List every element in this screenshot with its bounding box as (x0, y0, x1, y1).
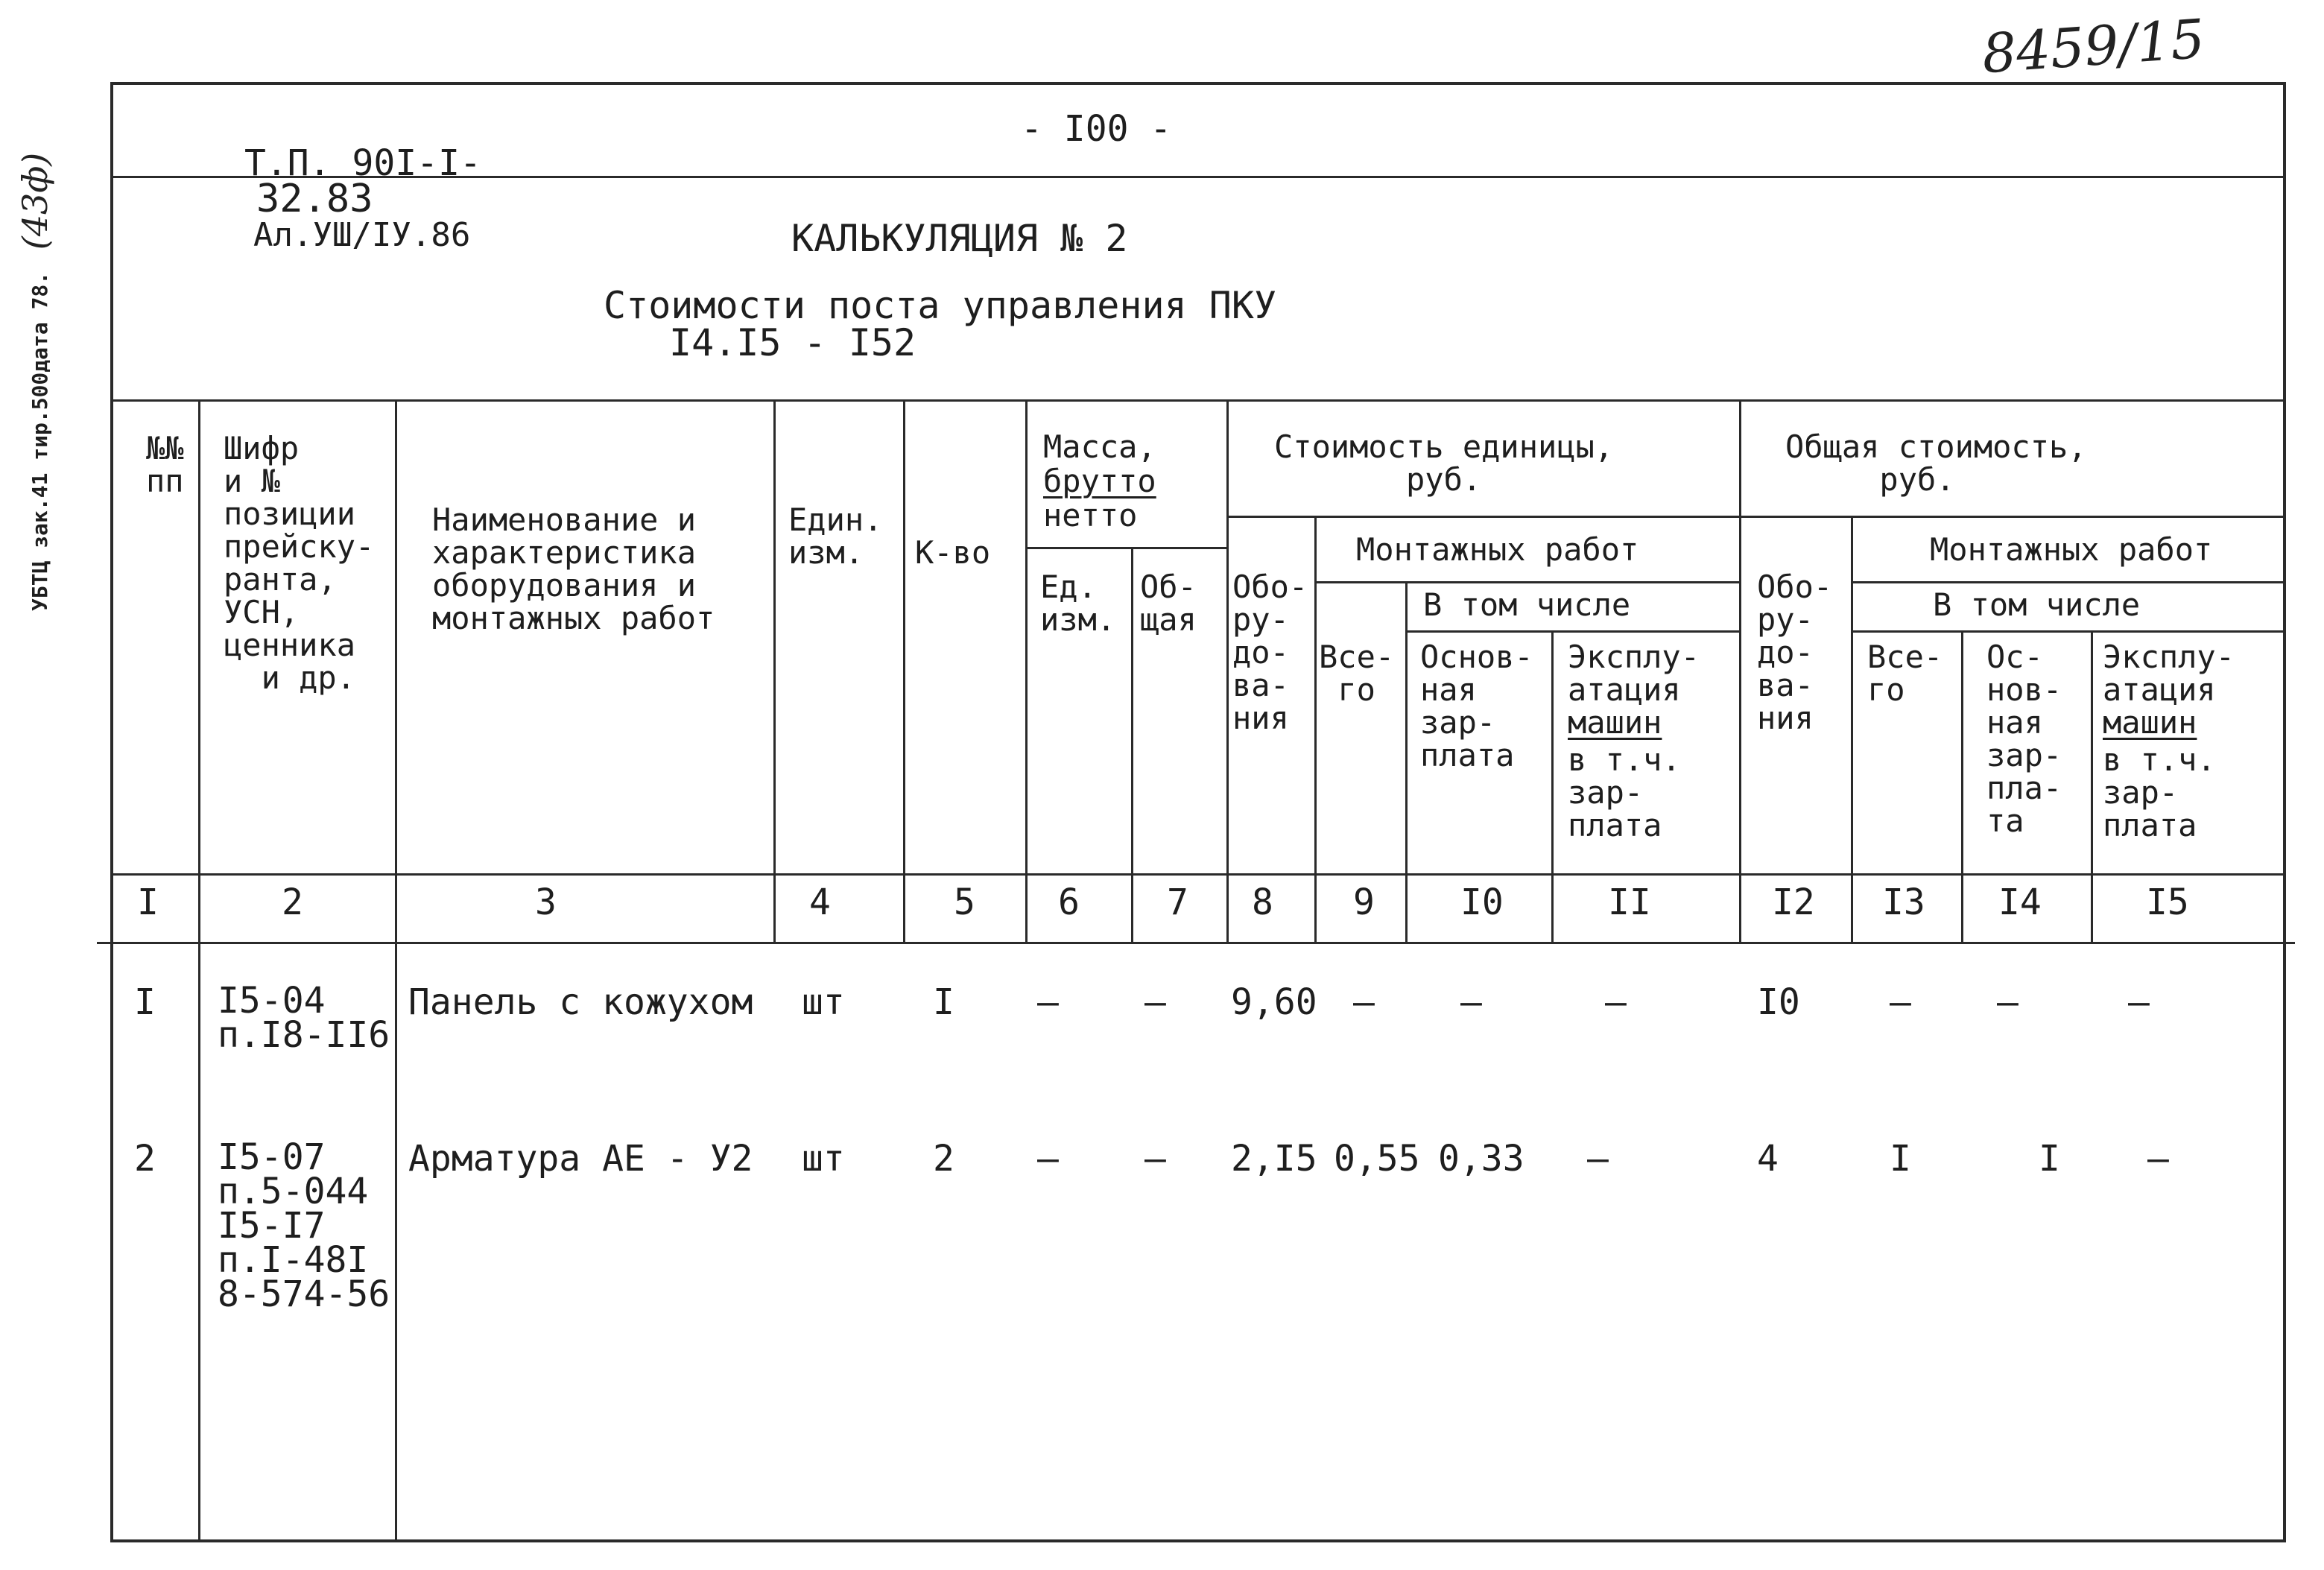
header-divider (110, 176, 2286, 178)
unit-incl-subline (1405, 630, 1739, 633)
row1-mont-total: – (1353, 981, 1375, 1023)
total-mont-header: Монтажных работ (1930, 531, 2213, 568)
col-header-15-bot: в т.ч. зар- плата (2103, 741, 2216, 843)
col-number-5: 5 (954, 881, 975, 923)
row1-unit: шт (802, 981, 845, 1023)
unit-cost-group-header: Стоимость единицы, руб. (1274, 428, 1614, 498)
col-line-3 (773, 399, 776, 943)
col-header-3: Наименование и характеристика оборудования и монтажных работ (432, 501, 715, 636)
col-line-10 (1551, 630, 1554, 943)
mass-brutto-label: брутто (1043, 463, 1156, 499)
row1-name: Панель с кожухом (408, 981, 753, 1023)
row1-total-base: – (1997, 981, 2019, 1023)
col-header-11-mach: машин (1568, 704, 1662, 741)
row1-total-equip: I0 (1757, 981, 1800, 1023)
col-header-1: №№ пп (146, 430, 184, 499)
unit-mont-header: Монтажных работ (1356, 531, 1639, 568)
row2-code: I5-07 п.5-044 I5-I7 п.I-48I 8-574-56 (218, 1136, 390, 1315)
col-line-14 (2091, 630, 2093, 943)
row1-mass-unit: – (1037, 981, 1059, 1023)
col-line-9 (1405, 581, 1408, 943)
col-header-12: Обо- ру- до- ва- ния (1757, 569, 1833, 736)
col-header-15-mach: машин (2103, 704, 2197, 741)
unit-mont-subline (1314, 581, 1739, 583)
col-line-4 (903, 399, 905, 943)
col-header-10: Основ- ная зар- плата (1420, 639, 1533, 773)
row1-mass-total: – (1144, 981, 1166, 1023)
col-header-13: Все- го (1867, 639, 1943, 708)
col-line-13 (1961, 630, 1963, 943)
row2-mont-total: 0,55 (1334, 1138, 1420, 1180)
doc-subtitle-code: I4.I5 - I52 (669, 321, 916, 364)
row1-code: I5-04 п.I8-II6 (218, 980, 390, 1056)
total-cost-group-header: Общая стоимость, руб. (1785, 428, 2087, 498)
cost-subline (1226, 516, 2286, 518)
col-line-1 (198, 399, 200, 1539)
total-incl-subline (1851, 630, 2286, 633)
side-note (15, 153, 55, 611)
col-header-5: К-во (915, 534, 991, 571)
row2-total-equip: 4 (1757, 1138, 1779, 1180)
row1-total-exp: – (2128, 981, 2150, 1023)
doc-title: КАЛЬКУЛЯЦИЯ № 2 (791, 217, 1128, 260)
row1-total-mont: – (1890, 981, 1911, 1023)
col-number-9: 9 (1353, 881, 1375, 923)
title-divider (110, 399, 2286, 402)
col-line-12 (1851, 516, 1853, 943)
col-number-3: 3 (535, 881, 557, 923)
doc-subtitle: Стоимости поста управления ПКУ (604, 284, 1277, 327)
col-number-12: I2 (1772, 881, 1815, 923)
mass-netto-label: нетто (1043, 497, 1138, 534)
row1-equip: 9,60 (1231, 981, 1317, 1023)
row2-mont-exp: – (1587, 1138, 1609, 1180)
total-incl-header: В том числе (1933, 586, 2141, 623)
col-header-7: Об- щая (1140, 569, 1197, 638)
col-number-6: 6 (1058, 881, 1080, 923)
row2-number: 2 (134, 1138, 156, 1180)
col-line-6 (1131, 547, 1133, 943)
col-header-8: Обо- ру- до- ва- ния (1232, 569, 1308, 736)
side-note-print: УБТЦ зак.41 тир.500дата 78. (28, 271, 52, 611)
col-line-11 (1739, 399, 1741, 943)
mass-subline (1025, 547, 1226, 549)
col-number-1: I (137, 881, 159, 923)
col-number-4: 4 (809, 881, 831, 923)
row2-total-exp: – (2147, 1138, 2169, 1180)
row2-mass-unit: – (1037, 1138, 1059, 1180)
row1-mont-exp: – (1605, 981, 1627, 1023)
album-id: Ал.УШ/IУ.86 (253, 216, 471, 254)
header-bottom-line (110, 873, 2286, 876)
col-number-8: 8 (1252, 881, 1273, 923)
col-header-2: Шифр и № позиции прейску- ранта, УСН, ценника и др. (224, 430, 375, 696)
row2-total-base: I (2039, 1138, 2060, 1180)
col-line-5 (1025, 399, 1028, 943)
col-header-9: Все- го (1319, 639, 1395, 708)
col-header-11-top: Эксплу- атация (1568, 639, 1700, 708)
col-line-7 (1226, 399, 1229, 943)
col-line-2 (395, 399, 397, 1539)
row2-mont-base: 0,33 (1438, 1138, 1524, 1180)
row1-number: I (134, 981, 156, 1023)
col-number-14: I4 (1998, 881, 2042, 923)
col-header-6: Ед. изм. (1040, 569, 1116, 638)
doc-header (205, 112, 481, 253)
col-number-13: I3 (1882, 881, 1925, 923)
col-number-11: II (1608, 881, 1651, 923)
project-id: Т.П. 90I-I- (244, 142, 481, 184)
row1-qty: I (933, 981, 954, 1023)
row1-mont-base: – (1460, 981, 1482, 1023)
row2-total-mont: I (1890, 1138, 1911, 1180)
col-header-15-top: Эксплу- атация (2103, 639, 2235, 708)
col-line-8 (1314, 516, 1317, 943)
archive-number: 8459/15 (1980, 7, 2207, 86)
col-number-10: I0 (1460, 881, 1504, 923)
row2-unit: шт (802, 1138, 845, 1180)
row2-mass-total: – (1144, 1138, 1166, 1180)
side-note-hand: (43ф) (15, 152, 55, 250)
row2-name: Арматура АЕ - У2 (408, 1138, 753, 1180)
mass-group-header: Масса, (1043, 428, 1156, 465)
col-number-2: 2 (282, 881, 303, 923)
row2-equip: 2,I5 (1231, 1138, 1317, 1180)
col-number-15: I5 (2146, 881, 2189, 923)
col-header-4: Един. изм. (788, 501, 883, 571)
project-code: 32.83 (256, 177, 373, 221)
col-header-14: Ос- нов- ная зар- пла- та (1986, 639, 2062, 839)
page-number: - I00 - (1021, 108, 1172, 150)
total-mont-subline (1851, 581, 2286, 583)
col-number-7: 7 (1167, 881, 1188, 923)
row2-qty: 2 (933, 1138, 954, 1180)
colnum-bottom-line (97, 942, 2295, 944)
col-header-11-bot: в т.ч. зар- плата (1568, 741, 1681, 843)
unit-incl-header: В том числе (1423, 586, 1631, 623)
